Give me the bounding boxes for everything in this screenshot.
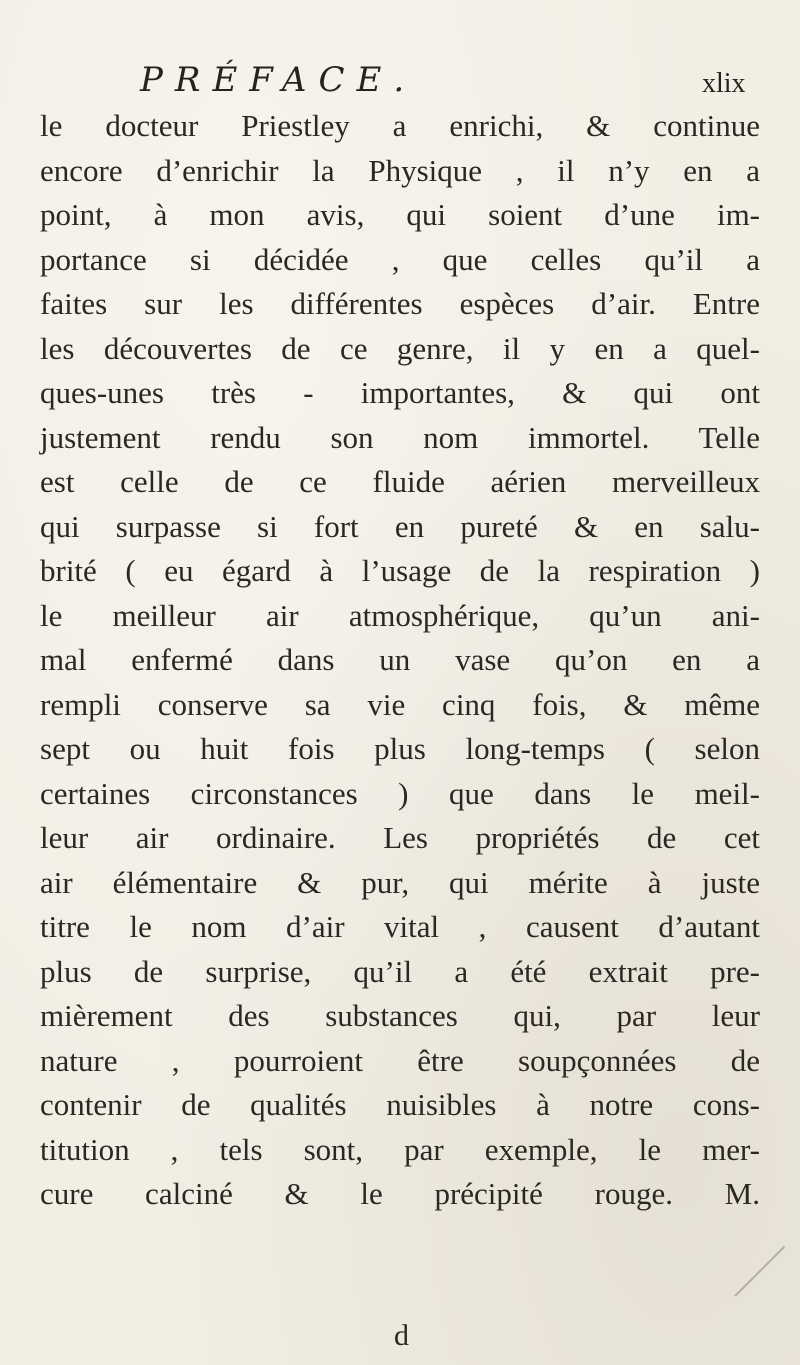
text-line: brité ( eu égard à l’usage de la respiration ) (40, 553, 760, 588)
text-line: nature , pourroient être soupçonnées de (40, 1042, 760, 1078)
text-line: encore d’enrichir la Physique , il n’y en a (40, 152, 760, 188)
text-line: titution , tels sont, par exemple, le mer- (40, 1131, 760, 1167)
text-line: contenir de qualités nuisibles à notre cons- (40, 1087, 760, 1122)
pencil-stroke-mark (734, 1246, 785, 1297)
text-line: ques-unes très - importantes, & qui ont (40, 375, 760, 410)
signature-mark: d (394, 1319, 409, 1352)
text-line: cure calciné & le précipité rouge. M. (40, 1176, 760, 1211)
text-line: sept ou huit fois plus long-temps ( selon (40, 731, 760, 766)
text-line: justement rendu son nom immortel. Telle (40, 419, 760, 455)
text-line: faites sur les différentes espèces d’air. Entre (40, 286, 760, 321)
page-header (0, 60, 800, 110)
text-line: plus de surprise, qu’il a été extrait pre- (40, 953, 760, 989)
running-title: PRÉFACE. (140, 60, 417, 100)
text-line: certaines circonstances ) que dans le meil- (40, 775, 760, 811)
text-line: le docteur Priestley a enrichi, & continue (40, 108, 760, 143)
text-line: qui surpasse si fort en pureté & en salu- (40, 508, 760, 544)
text-line: les découvertes de ce genre, il y en a quel- (40, 330, 760, 366)
text-line: point, à mon avis, qui soient d’une im- (40, 197, 760, 232)
body-text (40, 104, 760, 1217)
text-line: titre le nom d’air vital , causent d’autant (40, 909, 760, 944)
text-line: mal enfermé dans un vase qu’on en a (40, 642, 760, 677)
page-number: xlix (702, 68, 746, 99)
text-line: leur air ordinaire. Les propriétés de cet (40, 820, 760, 855)
text-line: le meilleur air atmosphérique, qu’un ani- (40, 597, 760, 633)
text-line: rempli conserve sa vie cinq fois, & même (40, 686, 760, 722)
text-line: est celle de ce fluide aérien merveilleux (40, 464, 760, 499)
text-line: mièrement des substances qui, par leur (40, 998, 760, 1033)
text-line: portance si décidée , que celles qu’il a (40, 241, 760, 277)
text-line: air élémentaire & pur, qui mérite à juste (40, 864, 760, 900)
